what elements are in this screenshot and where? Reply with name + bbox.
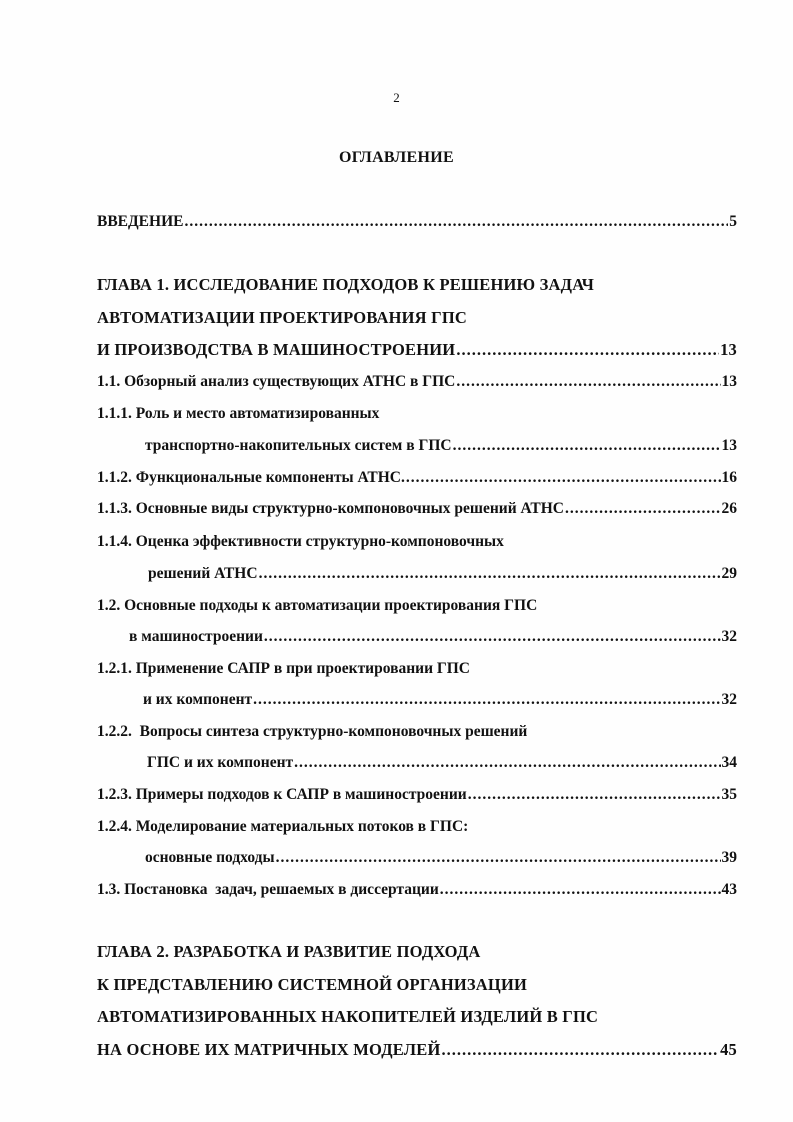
toc-entry-1-2-line-2	[129, 627, 737, 647]
toc-entry-label: 1.1.3. Основные виды структурно-компоновочных решений АТНС	[97, 500, 564, 517]
toc-entry-label: и их компонент	[143, 691, 253, 708]
toc-leader-dots	[565, 499, 721, 519]
toc-chapter-1-line-2: АВТОМАТИЗАЦИИ ПРОЕКТИРОВАНИЯ ГПС	[97, 308, 467, 327]
toc-entry-page: 13	[721, 437, 737, 454]
toc-leader-dots	[440, 880, 721, 900]
toc-leader-dots	[276, 848, 721, 868]
toc-entry-page: 5	[729, 213, 737, 230]
toc-entry-page: 35	[721, 786, 737, 803]
toc-entry-1-1-2	[97, 468, 737, 488]
toc-entry-page: 13	[721, 373, 737, 390]
toc-entry-label: в машиностроении	[129, 628, 263, 645]
toc-entry-page: 45	[720, 1040, 737, 1059]
toc-entry-1-3	[97, 880, 737, 900]
toc-leader-dots	[184, 212, 728, 232]
toc-entry-1-1-4-line-2	[148, 564, 737, 584]
toc-entry-page: 34	[721, 754, 737, 771]
toc-chapter-1-line-1: ГЛАВА 1. ИССЛЕДОВАНИЕ ПОДХОДОВ К РЕШЕНИЮ ЗАДАЧ	[97, 275, 595, 294]
toc-chapter-2-line-2: К ПРЕДСТАВЛЕНИЮ СИСТЕМНОЙ ОРГАНИЗАЦИИ	[97, 975, 528, 994]
toc-chapter-1-line-3	[97, 340, 737, 360]
toc-entry-1-2-4-line-1: 1.2.4. Моделирование материальных потоков в ГПС:	[97, 818, 469, 835]
toc-entry-label: 1.2.3. Примеры подходов к САПР в машиностроении	[97, 786, 467, 803]
toc-entry-1-2-2-line-2	[147, 753, 737, 773]
toc-leader-dots	[253, 690, 720, 710]
toc-entry-label: 1.1. Обзорный анализ существующих АТНС в ГПС	[97, 373, 456, 390]
toc-leader-dots	[456, 340, 719, 360]
toc-title: ОГЛАВЛЕНИЕ	[339, 149, 454, 166]
toc-chapter-2-line-4	[97, 1040, 737, 1060]
toc-entry-label: 1.1.2. Функциональные компоненты АТНС.	[97, 469, 405, 486]
toc-entry-page: 39	[721, 849, 737, 866]
toc-entry-introduction	[97, 212, 737, 232]
toc-entry-1-1-4-line-1: 1.1.4. Оценка эффективности структурно-компоновочных	[97, 533, 504, 550]
page-number: 2	[393, 90, 400, 105]
toc-entry-page: 43	[721, 881, 737, 898]
toc-entry-page: 32	[721, 691, 737, 708]
toc-leader-dots	[406, 468, 721, 488]
toc-entry-1-2-4-line-2	[145, 848, 737, 868]
toc-leader-dots	[453, 436, 721, 456]
toc-entry-label: основные подходы	[145, 849, 275, 866]
toc-entry-label: И ПРОИЗВОДСТВА В МАШИНОСТРОЕНИИ	[97, 340, 456, 359]
toc-entry-1-1	[97, 372, 737, 392]
toc-entry-label: 1.3. Постановка задач, решаемых в диссертации	[97, 881, 439, 898]
toc-leader-dots	[259, 564, 721, 584]
toc-entry-label: НА ОСНОВЕ ИХ МАТРИЧНЫХ МОДЕЛЕЙ	[97, 1040, 441, 1059]
toc-entry-label: ВВЕДЕНИЕ	[97, 213, 184, 230]
toc-entry-1-1-3	[97, 499, 737, 519]
toc-leader-dots	[442, 1040, 720, 1060]
toc-chapter-2-line-3: АВТОМАТИЗИРОВАННЫХ НАКОПИТЕЛЕЙ ИЗДЕЛИЙ В ГПС	[97, 1007, 599, 1026]
toc-entry-1-2-3	[97, 785, 737, 805]
toc-entry-page: 16	[721, 469, 737, 486]
toc-leader-dots	[468, 785, 721, 805]
toc-chapter-2-line-1: ГЛАВА 2. РАЗРАБОТКА И РАЗВИТИЕ ПОДХОДА	[97, 942, 481, 961]
toc-leader-dots	[456, 372, 720, 392]
toc-entry-label: решений АТНС	[148, 565, 258, 582]
toc-entry-page: 32	[721, 628, 737, 645]
toc-leader-dots	[264, 627, 721, 647]
toc-entry-1-1-1-line-1: 1.1.1. Роль и место автоматизированных	[97, 405, 380, 422]
toc-entry-page: 29	[721, 565, 737, 582]
toc-entry-1-2-line-1: 1.2. Основные подходы к автоматизации проектирования ГПС	[97, 597, 538, 614]
toc-entry-1-2-1-line-1: 1.2.1. Применение САПР в при проектировании ГПС	[97, 660, 470, 677]
toc-entry-label: ГПС и их компонент	[147, 754, 294, 771]
toc-entry-page: 26	[721, 500, 737, 517]
toc-entry-1-2-2-line-1: 1.2.2. Вопросы синтеза структурно-компоновочных решений	[97, 723, 528, 740]
toc-entry-label: транспортно-накопительных систем в ГПС	[145, 437, 452, 454]
toc-entry-1-1-1-line-2	[145, 436, 737, 456]
toc-entry-1-2-1-line-2	[143, 690, 737, 710]
toc-entry-page: 13	[720, 340, 737, 359]
toc-leader-dots	[294, 753, 720, 773]
